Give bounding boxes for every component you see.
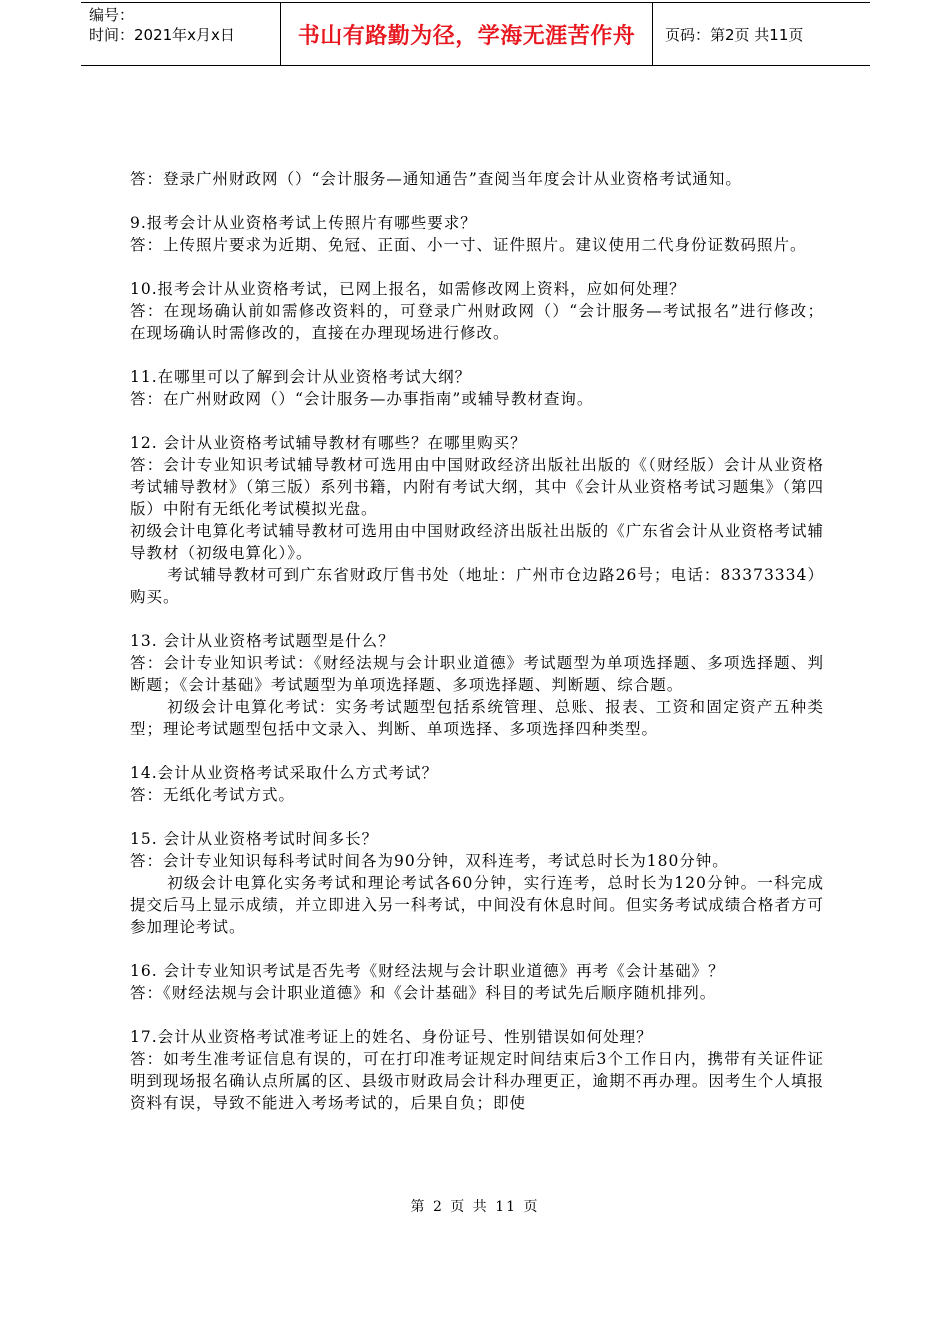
header-motto (281, 3, 653, 65)
paragraph: 答：会计专业知识考试：《财经法规与会计职业道德》考试题型为单项选择题、多项选择题、判断题；《会计基础》考试题型为单项选择题、多项选择题、判断题、综合题。 (130, 654, 824, 694)
paragraph: 9.报考会计从业资格考试上传照片有哪些要求？ (130, 214, 477, 232)
paragraph: 答：如考生准考证信息有误的，可在打印准考证规定时间结束后3个工作日内，携带有关证件证明到现场报名确认点所属的区、县级市财政局会计科办理更正，逾期不再办理。因考生个人填报资料有误，导致不能进入考场考试的，后果自负；即使 (130, 1050, 824, 1112)
paragraph: 14.会计从业资格考试采取什么方式考试？ (130, 764, 439, 782)
page-header (81, 2, 870, 66)
page-footer (0, 1196, 950, 1216)
paragraph: 初级会计电算化实务考试和理论考试各60分钟，实行连考，总时长为120分钟。一科完成提交后马上显示成绩，并立即进入另一科考试，中间没有休息时间。但实务考试成绩合格者方可参加理论考试。 (130, 874, 824, 936)
paragraph: 17.会计从业资格考试准考证上的姓名、身份证号、性别错误如何处理？ (130, 1028, 653, 1046)
paragraph: 13. 会计从业资格考试题型是什么？ (130, 632, 395, 650)
motto-text: 书山有路勤为径，学海无涯苦作舟 (297, 23, 636, 49)
paragraph: 答：《财经法规与会计职业道德》和《会计基础》科目的考试先后顺序随机排列。 (130, 984, 717, 1002)
paragraph: 15. 会计从业资格考试时间多长？ (130, 830, 379, 848)
paragraph: 初级会计电算化考试辅导教材可选用由中国财政经济出版社出版的《广东省会计从业资格考试辅导教材（初级电算化）》。 (130, 522, 824, 562)
paragraph: 16. 会计专业知识考试是否先考《财经法规与会计职业道德》再考《会计基础》？ (130, 962, 725, 980)
footer-page-number: 第 2 页 共 11 页 (410, 1199, 540, 1215)
paragraph: 12. 会计从业资格考试辅导教材有哪些？在哪里购买？ (130, 434, 527, 452)
header-meta (81, 3, 281, 65)
paragraph: 答：在现场确认前如需修改资料的，可登录广州财政网（）“会计服务—考试报名”进行修改；在现场确认时需修改的，直接在办理现场进行修改。 (130, 302, 824, 342)
paragraph: 答：无纸化考试方式。 (130, 786, 296, 804)
paragraph: 答：登录广州财政网（）“会计服务—通知通告”查阅当年度会计从业资格考试通知。 (130, 170, 742, 188)
header-page-info (653, 3, 870, 65)
document-body (130, 168, 824, 1114)
document-date: 时间：2021年x月x日 (89, 26, 235, 44)
paragraph: 10.报考会计从业资格考试，已网上报名，如需修改网上资料，应如何处理？ (130, 280, 686, 298)
document-number-label: 编号： (89, 6, 135, 24)
paragraph: 初级会计电算化考试：实务考试题型包括系统管理、总账、报表、工资和固定资产五种类型；理论考试题型包括中文录入、判断、单项选择、多项选择四种类型。 (130, 698, 824, 738)
paragraph: 答：会计专业知识考试辅导教材可选用由中国财政经济出版社出版的《（财经版）会计从业资格考试辅导教材》（第三版）系列书籍，内附有考试大纲，其中《会计从业资格考试习题集》（第四版）中附有无纸化考试模拟光盘。 (130, 456, 825, 518)
paragraph: 答：会计专业知识每科考试时间各为90分钟，双科连考，考试总时长为180分钟。 (130, 852, 729, 870)
paragraph: 答：在广州财政网（）“会计服务—办事指南”或辅导教材查询。 (130, 390, 594, 408)
page-info-text: 页码：第2页 共11页 (665, 25, 804, 44)
paragraph: 考试辅导教材可到广东省财政厅售书处（地址：广州市仓边路26号；电话：83373334）购买。 (130, 566, 824, 606)
paragraph: 答：上传照片要求为近期、免冠、正面、小一寸、证件照片。建议使用二代身份证数码照片。 (130, 236, 807, 254)
paragraph: 11.在哪里可以了解到会计从业资格考试大纲？ (130, 368, 472, 386)
